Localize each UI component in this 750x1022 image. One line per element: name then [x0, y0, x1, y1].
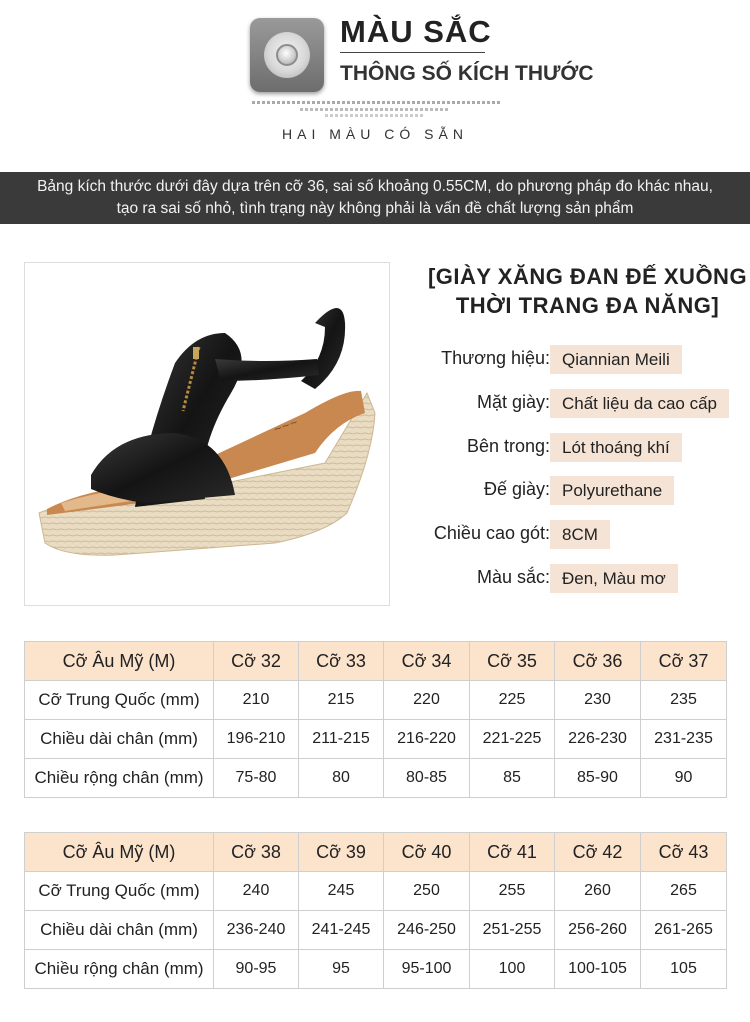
table-cell: 256-260: [555, 911, 641, 950]
spec-row-brand: [400, 345, 750, 375]
table-cell: Cỡ Trung Quốc (mm): [25, 872, 214, 911]
table-cell: Cỡ 42: [555, 833, 641, 872]
table-cell: 100-105: [555, 950, 641, 989]
table-row: [25, 759, 727, 798]
table-cell: Cỡ 35: [470, 642, 555, 681]
notice-line-2: tạo ra sai số nhỏ, tình trạng này không phải là vấn đề chất lượng sản phẩm: [116, 200, 634, 217]
table-cell: 245: [299, 872, 384, 911]
table-cell: 241-245: [299, 911, 384, 950]
spec-row-heel-height: [400, 520, 750, 550]
table-cell: Cỡ 39: [299, 833, 384, 872]
table-cell: 216-220: [384, 720, 470, 759]
table-cell: Chiều dài chân (mm): [25, 720, 214, 759]
table-cell: 85: [470, 759, 555, 798]
spec-label: Thương hiệu:: [441, 348, 550, 368]
table-header-row: [25, 642, 727, 681]
spec-label: Bên trong:: [466, 436, 550, 456]
table-cell: 231-235: [641, 720, 727, 759]
spec-value: Lót thoáng khí: [550, 433, 682, 462]
product-title-line-2: THỜI TRANG ĐA NĂNG]: [455, 293, 720, 318]
two-colors-caption: HAI MÀU CÓ SẴN: [282, 126, 468, 142]
table-cell: 100: [470, 950, 555, 989]
notice-line-1: Bảng kích thước dưới đây dựa trên cỡ 36, sai số khoảng 0.55CM, do phương pháp đo khác nhau,: [37, 178, 713, 195]
table-cell: Cỡ 37: [641, 642, 727, 681]
table-cell: 80: [299, 759, 384, 798]
spec-label: Màu sắc:: [476, 567, 550, 587]
table-cell: 225: [470, 681, 555, 720]
header: [0, 0, 750, 170]
table-cell: 95: [299, 950, 384, 989]
table-header-row: [25, 833, 727, 872]
table-cell: 260: [555, 872, 641, 911]
table-cell: Cỡ 34: [384, 642, 470, 681]
table-cell: Chiều rộng chân (mm): [25, 950, 214, 989]
spec-value: Đen, Màu mơ: [550, 564, 678, 593]
product-photo: [24, 262, 390, 606]
table-cell: Cỡ 38: [214, 833, 299, 872]
table-row: [25, 681, 727, 720]
table-cell: 246-250: [384, 911, 470, 950]
table-cell: 251-255: [470, 911, 555, 950]
table-cell: Cỡ 41: [470, 833, 555, 872]
table-cell: 240: [214, 872, 299, 911]
product-title-line-1: [GIÀY XĂNG ĐAN ĐẾ XUỒNG: [427, 264, 748, 289]
table-cell: Cỡ 43: [641, 833, 727, 872]
title-divider: [340, 52, 485, 53]
camera-icon: [250, 18, 324, 92]
spec-value: Qiannian Meili: [550, 345, 682, 374]
section-subtitle: THÔNG SỐ KÍCH THƯỚC: [340, 62, 594, 85]
table-cell: Cỡ Trung Quốc (mm): [25, 681, 214, 720]
table-cell: 236-240: [214, 911, 299, 950]
size-table-2: [24, 832, 727, 989]
table-cell: 85-90: [555, 759, 641, 798]
table-cell: 211-215: [299, 720, 384, 759]
spec-label: Đế giày:: [483, 479, 550, 499]
spec-row-upper: [400, 389, 750, 419]
table-cell: 255: [470, 872, 555, 911]
table-cell: 75-80: [214, 759, 299, 798]
section-title: MÀU SẮC: [340, 14, 492, 49]
table-cell: 250: [384, 872, 470, 911]
table-cell: 95-100: [384, 950, 470, 989]
product-title: [425, 262, 750, 320]
spec-row-color: [400, 564, 750, 594]
table-cell: 80-85: [384, 759, 470, 798]
table-cell: Cỡ 32: [214, 642, 299, 681]
spec-label: Chiều cao gót:: [433, 523, 550, 543]
table-row: [25, 950, 727, 989]
table-cell: 265: [641, 872, 727, 911]
spec-label: Mặt giày:: [476, 392, 550, 412]
table-cell: 90-95: [214, 950, 299, 989]
table-cell: Cỡ Âu Mỹ (M): [25, 642, 214, 681]
table-cell: 226-230: [555, 720, 641, 759]
spec-row-lining: [400, 433, 750, 463]
spec-value: Polyurethane: [550, 476, 674, 505]
table-row: [25, 720, 727, 759]
table-cell: Chiều rộng chân (mm): [25, 759, 214, 798]
table-cell: 210: [214, 681, 299, 720]
table-cell: 230: [555, 681, 641, 720]
table-cell: 235: [641, 681, 727, 720]
table-cell: Cỡ 33: [299, 642, 384, 681]
table-cell: 105: [641, 950, 727, 989]
table-row: [25, 911, 727, 950]
table-cell: 196-210: [214, 720, 299, 759]
table-cell: 220: [384, 681, 470, 720]
size-table-1: [24, 641, 727, 798]
table-cell: Cỡ 40: [384, 833, 470, 872]
table-cell: 215: [299, 681, 384, 720]
table-row: [25, 872, 727, 911]
svg-text:~~~: ~~~: [272, 416, 300, 436]
size-notice-band: [0, 172, 750, 224]
spec-value: Chất liệu da cao cấp: [550, 389, 729, 418]
table-cell: Cỡ 36: [555, 642, 641, 681]
table-cell: 221-225: [470, 720, 555, 759]
table-cell: 90: [641, 759, 727, 798]
table-cell: Chiều dài chân (mm): [25, 911, 214, 950]
spec-value: 8CM: [550, 520, 610, 549]
table-cell: 261-265: [641, 911, 727, 950]
sandal-image: [25, 263, 390, 606]
spec-row-sole: [400, 476, 750, 506]
decorative-text-line: [252, 101, 502, 104]
table-cell: Cỡ Âu Mỹ (M): [25, 833, 214, 872]
decorative-text-line: [325, 114, 425, 117]
decorative-text-line: [300, 108, 450, 111]
